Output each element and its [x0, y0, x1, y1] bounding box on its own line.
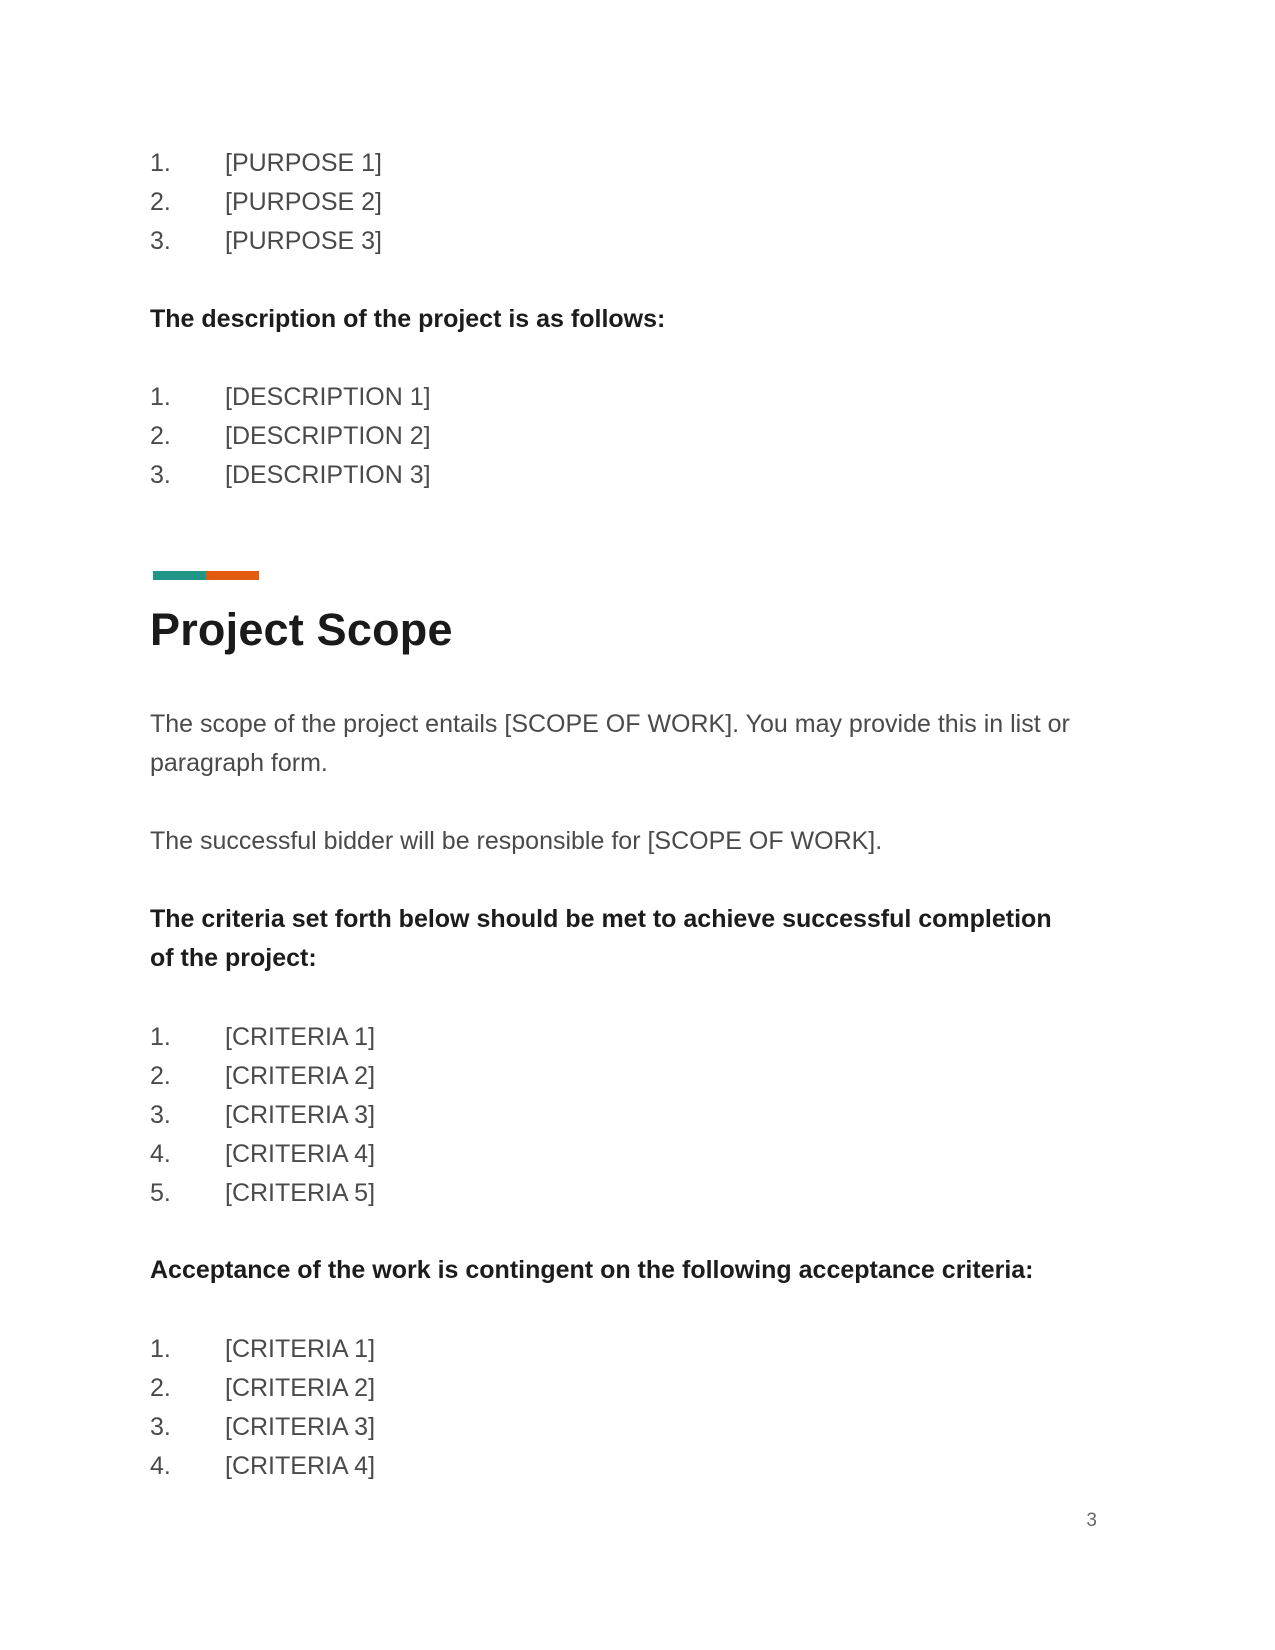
list-text: [CRITERIA 2]	[225, 1374, 376, 1402]
section-title: Project Scope	[150, 604, 453, 655]
scope-paragraph: The scope of the project entails [SCOPE OF WORK]. You may provide this in list or paragraph form.	[150, 710, 1070, 777]
list-text: [CRITERIA 3]	[225, 1101, 376, 1129]
list-number: 4.	[150, 1140, 171, 1168]
accent-teal-segment	[153, 571, 206, 580]
list-number: 3.	[150, 1413, 171, 1441]
description-list	[150, 378, 431, 495]
list-text: [DESCRIPTION 1]	[225, 383, 431, 411]
list-number: 5.	[150, 1179, 171, 1207]
criteria-heading: The criteria set forth below should be met to achieve successful completion of the project:	[150, 905, 1052, 972]
section-accent-bar	[153, 571, 259, 580]
list-item	[150, 1018, 375, 1057]
list-number: 1.	[150, 383, 171, 411]
list-text: [CRITERIA 5]	[225, 1179, 376, 1207]
list-item	[150, 144, 382, 183]
criteria-list	[150, 1018, 375, 1213]
document-page	[150, 0, 1130, 1650]
page-number: 3	[1086, 1510, 1097, 1531]
list-number: 2.	[150, 422, 171, 450]
acceptance-heading: Acceptance of the work is contingent on the following acceptance criteria:	[150, 1256, 1034, 1284]
list-item	[150, 1174, 375, 1213]
acceptance-criteria-list	[150, 1330, 375, 1486]
accent-orange-segment	[206, 571, 259, 580]
list-item	[150, 1135, 375, 1174]
list-number: 3.	[150, 1101, 171, 1129]
list-text: [DESCRIPTION 3]	[225, 461, 431, 489]
list-text: [CRITERIA 2]	[225, 1062, 376, 1090]
list-item	[150, 1408, 375, 1447]
list-item	[150, 417, 431, 456]
list-text: [CRITERIA 1]	[225, 1335, 376, 1363]
list-number: 1.	[150, 1335, 171, 1363]
list-item	[150, 1057, 375, 1096]
list-text: [PURPOSE 2]	[225, 188, 382, 216]
list-number: 2.	[150, 1374, 171, 1402]
bidder-paragraph: The successful bidder will be responsible for [SCOPE OF WORK].	[150, 827, 883, 855]
list-text: [PURPOSE 1]	[225, 149, 382, 177]
list-number: 1.	[150, 149, 171, 177]
list-text: [PURPOSE 3]	[225, 227, 382, 255]
list-number: 1.	[150, 1023, 171, 1051]
list-item	[150, 378, 431, 417]
list-number: 4.	[150, 1452, 171, 1480]
list-text: [DESCRIPTION 2]	[225, 422, 431, 450]
list-item	[150, 1330, 375, 1369]
list-text: [CRITERIA 4]	[225, 1452, 376, 1480]
list-number: 3.	[150, 227, 171, 255]
list-number: 2.	[150, 188, 171, 216]
list-number: 2.	[150, 1062, 171, 1090]
list-item	[150, 222, 382, 261]
description-heading: The description of the project is as follows:	[150, 305, 666, 333]
list-item	[150, 1369, 375, 1408]
list-text: [CRITERIA 1]	[225, 1023, 376, 1051]
list-item	[150, 456, 431, 495]
list-text: [CRITERIA 4]	[225, 1140, 376, 1168]
list-number: 3.	[150, 461, 171, 489]
list-item	[150, 1447, 375, 1486]
list-item	[150, 183, 382, 222]
purpose-list	[150, 144, 382, 261]
list-text: [CRITERIA 3]	[225, 1413, 376, 1441]
list-item	[150, 1096, 375, 1135]
